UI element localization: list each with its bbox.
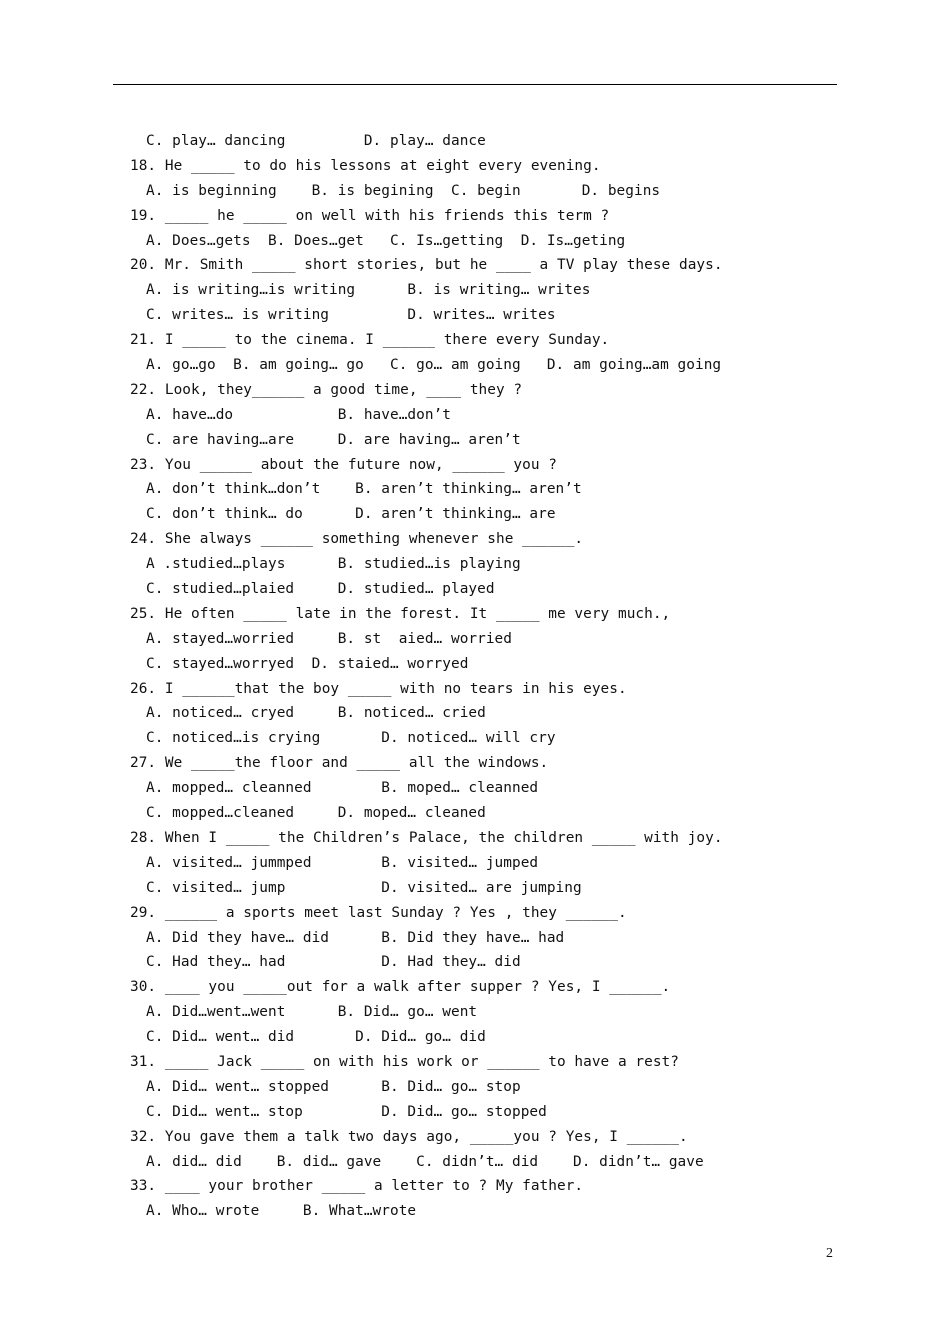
question-list (130, 129, 890, 1224)
answer-options-line: A. did… did B. did… gave C. didn’t… did D. didn’t… gave (146, 1153, 704, 1170)
answer-options-line: A. Did… went… stopped B. Did… go… stop (146, 1078, 521, 1095)
answer-options-line: A. Does…gets B. Does…get C. Is…getting D. Is…geting (146, 232, 626, 249)
question-line: 31. _____ Jack _____ on with his work or ______ to have a rest? (130, 1053, 679, 1070)
question-line: 32. You gave them a talk two days ago, _____you ? Yes, I ______. (130, 1128, 688, 1145)
answer-options-line: C. mopped…cleaned D. moped… cleaned (146, 805, 486, 822)
question-line: 21. I _____ to the cinema. I ______ there every Sunday. (130, 332, 610, 349)
answer-options-line: A. mopped… cleanned B. moped… cleanned (146, 780, 539, 797)
question-line: 19. _____ he _____ on well with his friends this term ? (130, 207, 610, 224)
answer-options-line: A. is beginning B. is begining C. begin D. begins (146, 182, 661, 199)
answer-options-line: C. noticed…is crying D. noticed… will cry (146, 730, 556, 747)
question-line: 25. He often _____ late in the forest. It _____ me very much., (130, 605, 671, 622)
question-line: 33. ____ your brother _____ a letter to ? My father. (130, 1178, 584, 1195)
question-line: 23. You ______ about the future now, ______ you ? (130, 456, 557, 473)
answer-options-line: A. Did they have… did B. Did they have… had (146, 929, 565, 946)
question-line: 27. We _____the floor and _____ all the windows. (130, 755, 549, 772)
question-line: 28. When I _____ the Children’s Palace, the children _____ with joy. (130, 829, 723, 846)
page-number: 2 (826, 1246, 833, 1261)
answer-options-line: C. stayed…worryed D. staied… worryed (146, 655, 469, 672)
answer-options-line: A. go…go B. am going… go C. go… am going D. am going…am going (146, 357, 722, 374)
answer-options-line: A. is writing…is writing B. is writing… writes (146, 282, 591, 299)
answer-options-line: C. don’t think… do D. aren’t thinking… are (146, 506, 556, 523)
question-line: 18. He _____ to do his lessons at eight every evening. (130, 157, 601, 174)
question-line: 20. Mr. Smith _____ short stories, but he ____ a TV play these days. (130, 257, 723, 274)
answer-options-line: C. play… dancing D. play… dance (146, 133, 486, 149)
question-line: 24. She always ______ something whenever she ______. (130, 531, 584, 548)
answer-options-line: C. Had they… had D. Had they… did (146, 954, 521, 971)
answer-options-line: A. stayed…worried B. st aied… worried (146, 630, 512, 647)
answer-options-line: C. Did… went… did D. Did… go… did (146, 1029, 486, 1046)
question-line: 29. ______ a sports meet last Sunday ? Yes , they ______. (130, 904, 627, 921)
question-line: 30. ____ you _____out for a walk after supper ? Yes, I ______. (130, 979, 671, 996)
answer-options-line: C. are having…are D. are having… aren’t (146, 431, 521, 448)
answer-options-line: A. noticed… cryed B. noticed… cried (146, 705, 486, 722)
answer-options-line: C. writes… is writing D. writes… writes (146, 307, 556, 324)
question-line: 22. Look, they______ a good time, ____ they ? (130, 381, 523, 398)
answer-options-line: A. Who… wrote B. What…wrote (146, 1203, 417, 1220)
answer-options-line: C. visited… jump D. visited… are jumping (146, 879, 582, 896)
answer-options-line: A .studied…plays B. studied…is playing (146, 556, 521, 573)
header-rule (113, 84, 837, 85)
answer-options-line: A. don’t think…don’t B. aren’t thinking… aren’t (146, 481, 582, 498)
answer-options-line: A. visited… jummped B. visited… jumped (146, 854, 539, 871)
answer-options-line: C. studied…plaied D. studied… played (146, 581, 495, 598)
answer-options-line: A. have…do B. have…don’t (146, 406, 451, 423)
answer-options-line: C. Did… went… stop D. Did… go… stopped (146, 1103, 547, 1120)
answer-options-line: A. Did…went…went B. Did… go… went (146, 1004, 478, 1021)
question-line: 26. I ______that the boy _____ with no tears in his eyes. (130, 680, 627, 697)
